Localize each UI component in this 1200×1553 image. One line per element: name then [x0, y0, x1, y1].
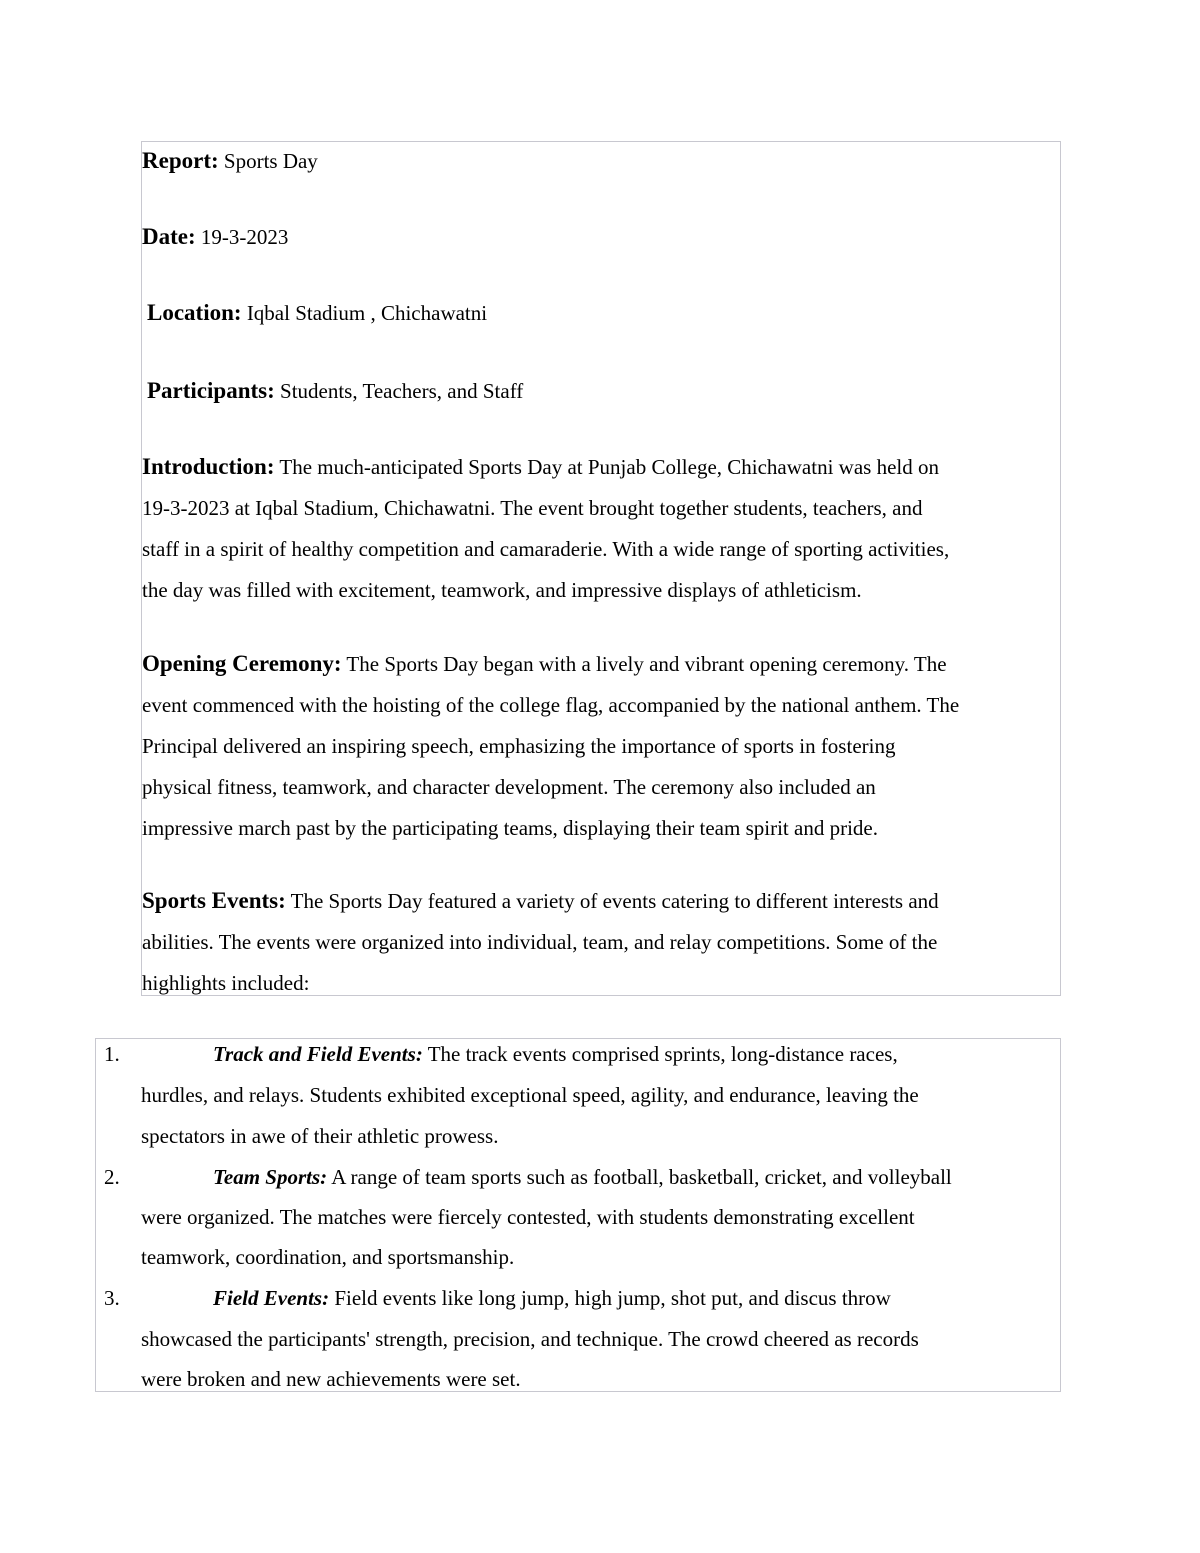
location-label: Location:: [147, 300, 242, 325]
list-item-text: The track events comprised sprints, long-distance races,: [427, 1042, 898, 1066]
sports-events-label: Sports Events:: [142, 888, 286, 913]
introduction-line: staff in a spirit of healthy competition and camaraderie. With a wide range of sporting activities,: [142, 537, 950, 561]
introduction-text: The much-anticipated Sports Day at Punjab College, Chichawatni was held on: [279, 455, 939, 479]
report-header-box: [141, 141, 1061, 996]
opening-ceremony-line: [142, 651, 947, 677]
introduction-line: 19-3-2023 at Iqbal Stadium, Chichawatni. The event brought together students, teachers, and: [142, 496, 923, 520]
introduction-line: [142, 454, 939, 480]
list-item-text: A range of team sports such as football, basketball, cricket, and volleyball: [331, 1165, 952, 1189]
sports-events-line: highlights included:: [142, 971, 310, 995]
report-value: Sports Day: [223, 149, 318, 173]
opening-ceremony-line: impressive march past by the participating teams, displaying their team spirit and pride.: [142, 816, 878, 840]
list-item-colon: :: [320, 1165, 328, 1189]
introduction-line: the day was filled with excitement, teamwork, and impressive displays of athleticism.: [142, 578, 862, 602]
opening-ceremony-line: physical fitness, teamwork, and character development. The ceremony also included an: [142, 775, 876, 799]
sports-events-line: abilities. The events were organized into individual, team, and relay competitions. Some of the: [142, 930, 938, 954]
opening-ceremony-text: The Sports Day began with a lively and vibrant opening ceremony. The: [346, 652, 947, 676]
list-item-title: Field Events: [213, 1286, 323, 1310]
opening-ceremony-line: event commenced with the hoisting of the college flag, accompanied by the national anthem. The: [142, 693, 960, 717]
opening-ceremony-line: Principal delivered an inspiring speech, emphasizing the importance of sports in fostering: [142, 734, 896, 758]
opening-ceremony-label: Opening Ceremony:: [142, 651, 342, 676]
list-item: [213, 1164, 952, 1190]
list-item-line: teamwork, coordination, and sportsmanship.: [141, 1245, 515, 1269]
introduction-label: Introduction:: [142, 454, 275, 479]
list-item-line: were broken and new achievements were set.: [141, 1367, 521, 1391]
list-item-line: were organized. The matches were fiercely contested, with students demonstrating excellent: [141, 1205, 915, 1229]
sports-events-text: The Sports Day featured a variety of events catering to different interests and: [290, 889, 939, 913]
report-label: Report:: [142, 148, 219, 173]
sports-events-line: [142, 888, 939, 914]
participants-label: Participants:: [147, 378, 275, 403]
date-label: Date:: [142, 224, 196, 249]
list-item-line: hurdles, and relays. Students exhibited exceptional speed, agility, and endurance, leaving the: [141, 1083, 919, 1107]
participants-value: Students, Teachers, and Staff: [280, 379, 524, 403]
location-field: [147, 300, 487, 326]
date-field: [142, 224, 288, 250]
list-item-title: Track and Field Events: [213, 1042, 416, 1066]
list-item-line: showcased the participants' strength, precision, and technique. The crowd cheered as records: [141, 1327, 919, 1351]
list-item-line: spectators in awe of their athletic prowess.: [141, 1124, 499, 1148]
list-item-number: 2.: [104, 1165, 120, 1189]
list-item-number: 1.: [104, 1042, 120, 1066]
report-field: [142, 148, 318, 174]
participants-field: [147, 378, 523, 404]
list-item: [213, 1041, 898, 1067]
list-item-title: Team Sports: [213, 1165, 321, 1189]
list-item: [213, 1285, 891, 1311]
list-item-colon: :: [415, 1042, 423, 1066]
date-value: 19-3-2023: [200, 225, 289, 249]
list-item-text: Field events like long jump, high jump, shot put, and discus throw: [334, 1286, 891, 1310]
location-value: Iqbal Stadium , Chichawatni: [246, 301, 488, 325]
list-item-number: 3.: [104, 1286, 120, 1310]
list-item-colon: :: [322, 1286, 330, 1310]
